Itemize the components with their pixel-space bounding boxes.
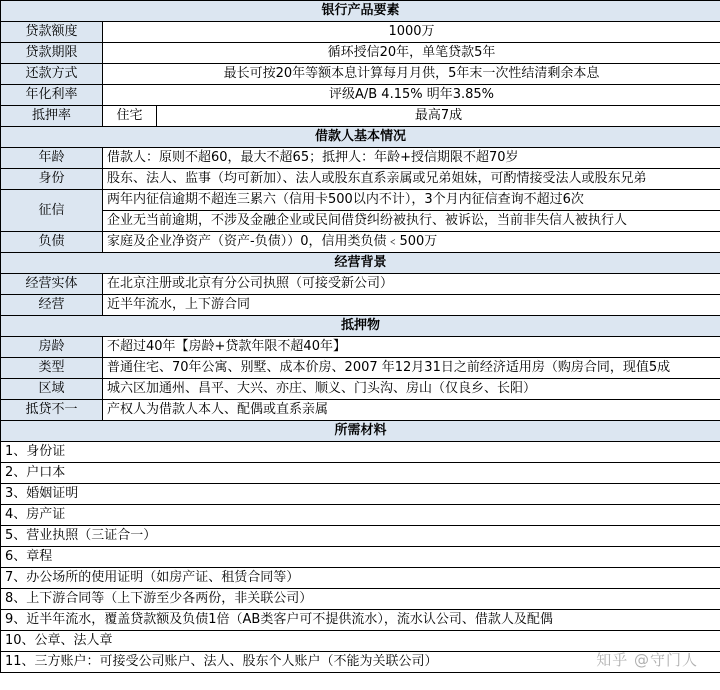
label-identity: 身份 [1,169,103,190]
value-amount: 1000万 [103,22,720,43]
label-area: 区域 [1,379,103,400]
value-type: 普通住宅、70年公寓、别墅、成本价房、2007 年12月31日之前经济适用房（购房合同，现值5成 [103,358,720,379]
value-area: 城六区加通州、昌平、大兴、亦庄、顺义、门头沟、房山（仅良乡、长阳） [103,379,720,400]
sub-ltv: 住宅 [103,106,157,127]
label-debt: 负债 [1,232,103,253]
section-borrower: 借款人基本情况 [1,127,720,148]
material-item: 11、三方账户：可接受公司账户、法人、股东个人账户（不能为关联公司） [1,652,720,673]
section-collateral: 抵押物 [1,316,720,337]
row-entity [1,274,720,295]
material-item: 3、婚姻证明 [1,484,720,505]
value-age: 借款人：原则不超60，最大不超65；抵押人：年龄+授信期限不超70岁 [103,148,720,169]
row-ltv [1,106,720,127]
section-materials: 所需材料 [1,421,720,442]
row-amount [1,22,720,43]
material-item: 10、公章、法人章 [1,631,720,652]
value-debt: 家庭及企业净资产（资产-负债））0，信用类负债﹤500万 [103,232,720,253]
zhihu-watermark: 知乎 @守门人 [596,651,698,669]
material-item: 5、营业执照（三证合一） [1,526,720,547]
value-credit-1: 两年内征信逾期不超连三累六（信用卡500以内不计），3个月内征信查询不超过6次 [103,190,720,211]
row-term [1,43,720,64]
material-item: 6、章程 [1,547,720,568]
section-product: 银行产品要素 [1,1,720,22]
label-amount: 贷款额度 [1,22,103,43]
label-repay: 还款方式 [1,64,103,85]
row-debt [1,232,720,253]
row-operation [1,295,720,316]
value-term: 循环授信20年，单笔贷款5年 [103,43,720,64]
material-item: 8、上下游合同等（上下游至少各两份，非关联公司） [1,589,720,610]
row-mismatch [1,400,720,421]
list-item [1,484,720,505]
label-mismatch: 抵贷不一 [1,400,103,421]
value-operation: 近半年流水，上下游合同 [103,295,720,316]
label-term: 贷款期限 [1,43,103,64]
row-type [1,358,720,379]
row-identity [1,169,720,190]
material-item: 2、户口本 [1,463,720,484]
list-item [1,442,720,463]
value-repay: 最长可按20年等额本息计算每月月供，5年末一次性结清剩余本息 [103,64,720,85]
value-entity: 在北京注册或北京有分公司执照（可接受新公司） [103,274,720,295]
value-identity: 股东、法人、监事（均可新加）、法人或股东直系亲属或兄弟姐妹，可酌情接受法人或股东兄弟 [103,169,720,190]
label-operation: 经营 [1,295,103,316]
row-credit-1 [1,190,720,211]
row-repay [1,64,720,85]
row-area [1,379,720,400]
material-item: 9、近半年流水，覆盖贷款额及负债1倍（AB类客户可不提供流水），流水认公司、借款人及配偶 [1,610,720,631]
row-age [1,148,720,169]
material-item: 7、办公场所的使用证明（如房产证、租赁合同等） [1,568,720,589]
row-house-age [1,337,720,358]
label-type: 类型 [1,358,103,379]
section-business: 经营背景 [1,253,720,274]
label-ltv: 抵押率 [1,106,103,127]
label-entity: 经营实体 [1,274,103,295]
value-mismatch: 产权人为借款人本人、配偶或直系亲属 [103,400,720,421]
label-age: 年龄 [1,148,103,169]
material-item: 1、身份证 [1,442,720,463]
row-rate [1,85,720,106]
label-house-age: 房龄 [1,337,103,358]
row-credit-2 [1,211,720,232]
list-item [1,463,720,484]
list-item [1,505,720,526]
label-rate: 年化利率 [1,85,103,106]
label-credit: 征信 [1,190,103,232]
value-ltv: 最高7成 [157,106,720,127]
value-house-age: 不超过40年【房龄+贷款年限不超40年】 [103,337,720,358]
list-item [1,568,720,589]
list-item [1,589,720,610]
list-item [1,610,720,631]
value-credit-2: 企业无当前逾期，不涉及金融企业或民间借贷纠纷被执行、被诉讼，当前非失信人被执行人 [103,211,720,232]
value-rate: 评级A/B 4.15% 明年3.85% [103,85,720,106]
material-item: 4、房产证 [1,505,720,526]
list-item [1,526,720,547]
list-item [1,547,720,568]
